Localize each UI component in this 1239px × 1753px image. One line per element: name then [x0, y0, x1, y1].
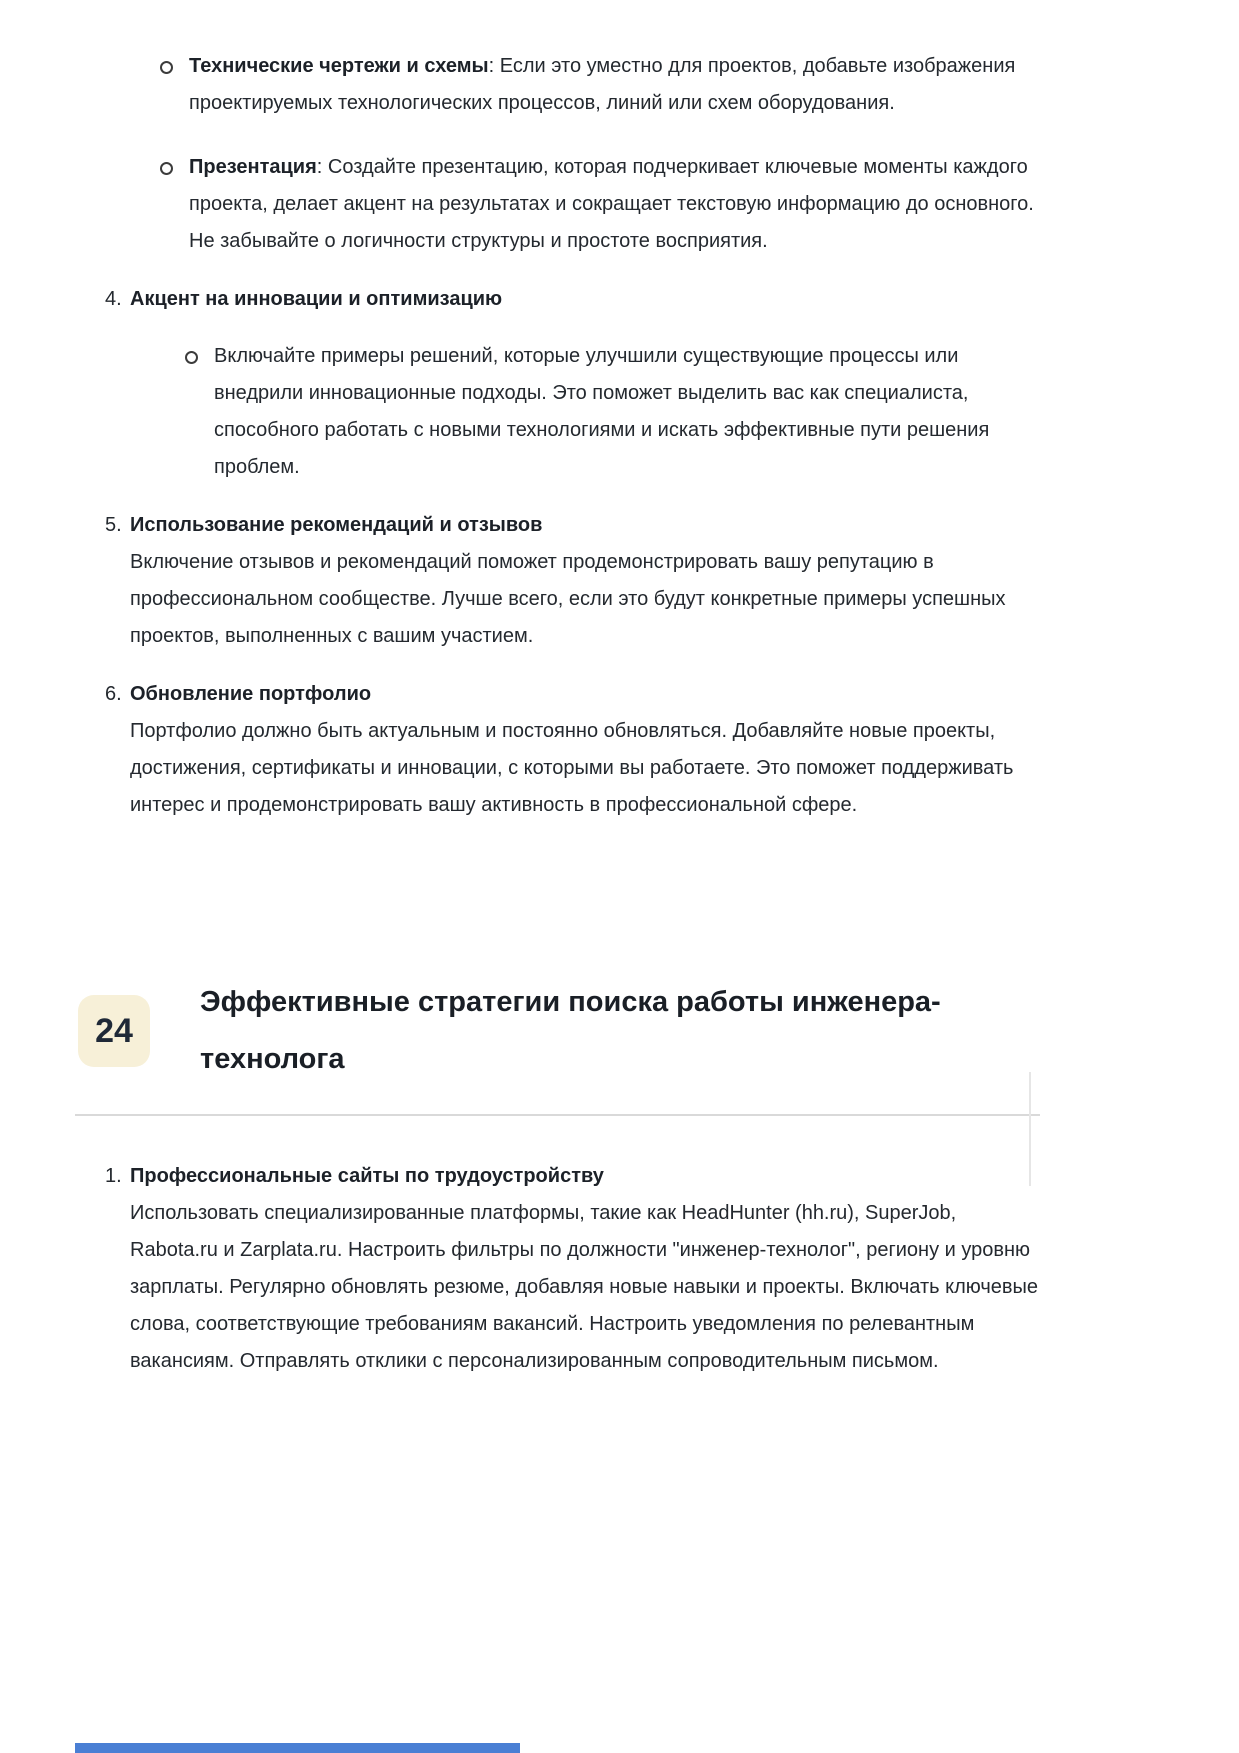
item-content	[130, 1158, 1040, 1380]
list-item	[130, 338, 1040, 486]
item-title: Акцент на инновации и оптимизацию	[130, 288, 503, 310]
bullet-body: : Создайте презентацию, которая подчеркивает ключевые моменты каждого проекта, делает акцент на результатах и сокращает текстовую информацию до основного. Не забывайте о логичности структуры и простоте восприятия.	[189, 156, 1034, 252]
item-sublist	[130, 338, 1040, 486]
item-number: 6.	[105, 683, 122, 705]
bullet-text	[189, 149, 1040, 260]
numbered-item-1	[75, 1158, 1040, 1380]
section-header	[75, 974, 1040, 1088]
bullet-text: Включайте примеры решений, которые улучшили существующие процессы или внедрили инновационные подходы. Это поможет выделить вас как специалиста, способного работать с новыми технологиями и искать эффективные пути решения проблем.	[214, 345, 990, 478]
item-body: Включение отзывов и рекомендаций поможет продемонстрировать вашу репутацию в профессиональном сообществе. Лучше всего, если это будут конкретные примеры успешных проектов, выполненных с вашим участием.	[130, 551, 1006, 647]
bullet-lead: Презентация	[189, 156, 317, 178]
item-body: Использовать специализированные платформы, такие как HeadHunter (hh.ru), SuperJob, Rabota.ru и Zarplata.ru. Настроить фильтры по должности "инженер-технолог", региону и уровню зарплаты. Регулярно обновлять резюме, добавляя новые навыки и проекты. Включать ключевые слова, соответствующие требованиям вакансий. Настроить уведомления по релевантным вакансиям. Отправлять отклики с персонализированным сопроводительным письмом.	[130, 1202, 1038, 1372]
bullet-body: : Если это уместно для проектов, добавьте изображения проектируемых технологических процессов, линий или схем оборудования.	[189, 55, 1016, 114]
item-number: 4.	[105, 288, 122, 310]
numbered-item-6	[75, 676, 1040, 824]
bullet-circle-icon	[185, 351, 198, 364]
item-title: Профессиональные сайты по трудоустройству	[130, 1165, 604, 1187]
section-divider	[75, 1114, 1040, 1116]
item-body: Портфолио должно быть актуальным и постоянно обновляться. Добавляйте новые проекты, достижения, сертификаты и инновации, с которыми вы работаете. Это поможет поддерживать интерес и продемонстрировать вашу активность в профессиональной сфере.	[130, 720, 1014, 816]
section-title: Эффективные стратегии поиска работы инженера-технолога	[200, 986, 941, 1075]
bottom-highlight-bar	[75, 1743, 520, 1753]
page-edge-line	[1029, 1072, 1031, 1186]
bullet-circle-icon	[160, 162, 173, 175]
item-number: 1.	[105, 1165, 122, 1187]
top-bullet-list	[75, 48, 1040, 260]
item-content	[130, 507, 1040, 655]
item-content	[130, 281, 1040, 486]
item-content	[130, 676, 1040, 824]
bullet-circle-icon	[160, 61, 173, 74]
section-number-badge: 24	[78, 995, 150, 1067]
numbered-item-4	[75, 281, 1040, 486]
list-item	[75, 149, 1040, 260]
bullet-lead: Технические чертежи и схемы	[189, 55, 489, 77]
item-title: Использование рекомендаций и отзывов	[130, 514, 543, 536]
item-title: Обновление портфолио	[130, 683, 372, 705]
numbered-item-5	[75, 507, 1040, 655]
bullet-text	[189, 48, 1040, 122]
list-item	[75, 48, 1040, 122]
item-number: 5.	[105, 514, 122, 536]
